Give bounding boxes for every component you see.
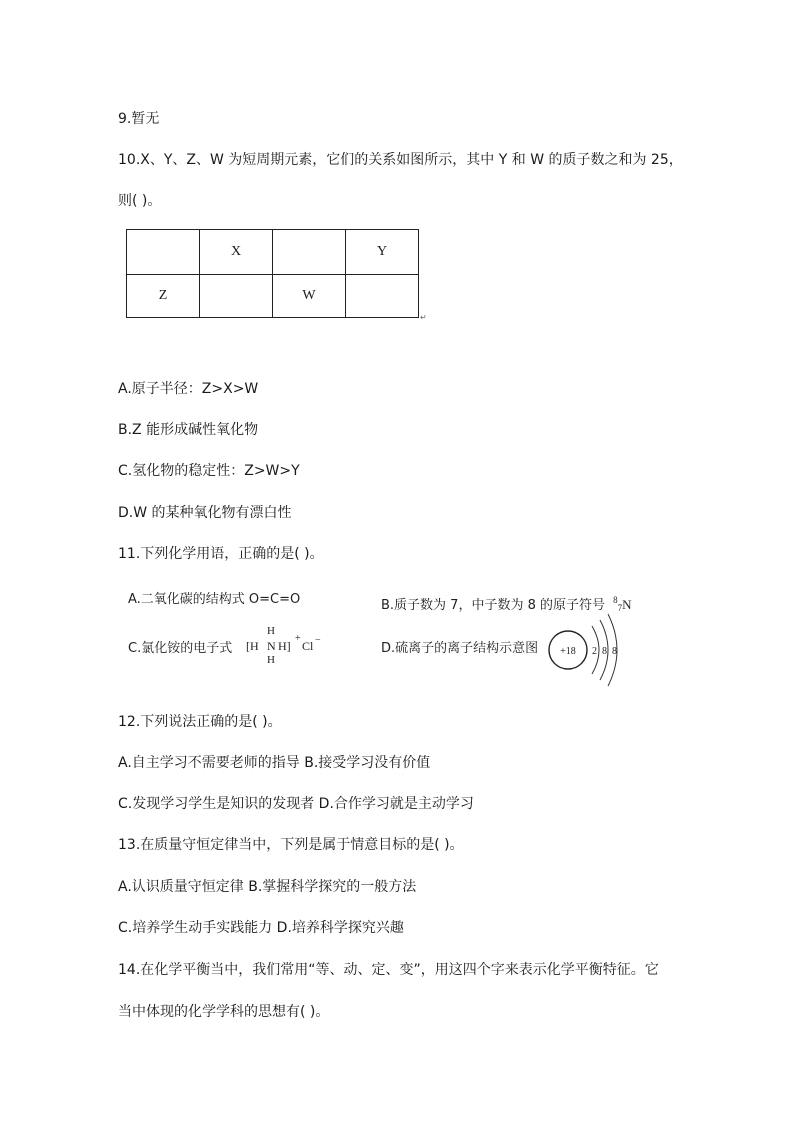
q12-options-ab: A.自主学习不需要老师的指导 B.接受学习没有价值 bbox=[118, 755, 431, 771]
shell-electron-count: 2 bbox=[592, 646, 597, 657]
table-cell: W bbox=[273, 275, 346, 318]
q14-stem-line1: 14.在化学平衡当中，我们常用“等、动、定、变”，用这四个字来表示化学平衡特征。它 bbox=[118, 962, 659, 978]
formula-anion: Cl bbox=[302, 639, 314, 653]
table-row bbox=[127, 230, 419, 275]
q10-option-d: D.W 的某种氧化物有漂白性 bbox=[118, 505, 292, 521]
table-cell: X bbox=[200, 230, 273, 275]
q10-stem-line1: 10.X、Y、Z、W 为短周期元素，它们的关系如图所示，其中 Y 和 W 的质子数之和为 25， bbox=[118, 152, 683, 168]
table-cell: Y bbox=[346, 230, 419, 275]
paragraph-mark-icon: ↵ bbox=[420, 313, 427, 322]
q10-option-c: C.氢化物的稳定性：Z>W>Y bbox=[118, 463, 300, 479]
q12-options-cd: C.发现学习学生是知识的发现者 D.合作学习就是主动学习 bbox=[118, 796, 474, 812]
ammonium-chloride-electron-formula bbox=[246, 627, 326, 669]
q10-option-b: B.Z 能形成碱性氧化物 bbox=[118, 422, 259, 438]
q11-option-a: A.二氧化碳的结构式 O=C=O bbox=[128, 592, 301, 607]
q13-stem: 13.在质量守恒定律当中，下列是属于情意目标的是( )。 bbox=[118, 837, 464, 853]
element-symbol: N bbox=[622, 597, 632, 612]
q11-option-c: C.氯化铵的电子式 bbox=[128, 641, 233, 656]
table-cell: Z bbox=[127, 275, 200, 318]
mass-number: 8 bbox=[613, 595, 618, 605]
q12-stem: 12.下列说法正确的是( )。 bbox=[118, 714, 282, 730]
q11-option-b-text: B.质子数为 7，中子数为 8 的原子符号 bbox=[381, 598, 605, 613]
element-position-table bbox=[126, 229, 419, 318]
q13-options-cd: C.培养学生动手实践能力 D.培养科学探究兴趣 bbox=[118, 920, 404, 936]
q11-stem: 11.下列化学用语，正确的是( )。 bbox=[118, 546, 324, 562]
table-cell bbox=[346, 275, 419, 318]
shell-electron-count: 8 bbox=[612, 646, 617, 657]
shell-electron-count: 8 bbox=[602, 646, 607, 657]
table-cell bbox=[200, 275, 273, 318]
table-row bbox=[127, 275, 419, 318]
table-cell bbox=[127, 230, 200, 275]
formula-h-top: H bbox=[267, 625, 275, 637]
nucleus-charge: +18 bbox=[560, 646, 576, 657]
formula-charge-plus: + bbox=[295, 633, 301, 644]
q10-stem-line2: 则( )。 bbox=[118, 193, 162, 209]
atomic-number: 7 bbox=[617, 603, 623, 613]
formula-left-bracket: [H bbox=[246, 639, 259, 653]
formula-right-bracket: H] bbox=[278, 639, 291, 653]
formula-center-atom: N bbox=[267, 639, 276, 653]
q13-options-ab: A.认识质量守恒定律 B.掌握科学探究的一般方法 bbox=[118, 879, 417, 895]
q14-stem-line2: 当中体现的化学学科的思想有( )。 bbox=[118, 1004, 330, 1020]
table-cell bbox=[273, 230, 346, 275]
sulfide-ion-structure-diagram bbox=[548, 610, 620, 690]
formula-charge-minus: − bbox=[315, 635, 321, 646]
q10-option-a: A.原子半径：Z>X>W bbox=[118, 381, 259, 397]
formula-h-bottom: H bbox=[267, 654, 275, 666]
q9-text: 9.暂无 bbox=[118, 111, 160, 127]
q11-option-d: D.硫离子的离子结构示意图 bbox=[381, 641, 539, 656]
